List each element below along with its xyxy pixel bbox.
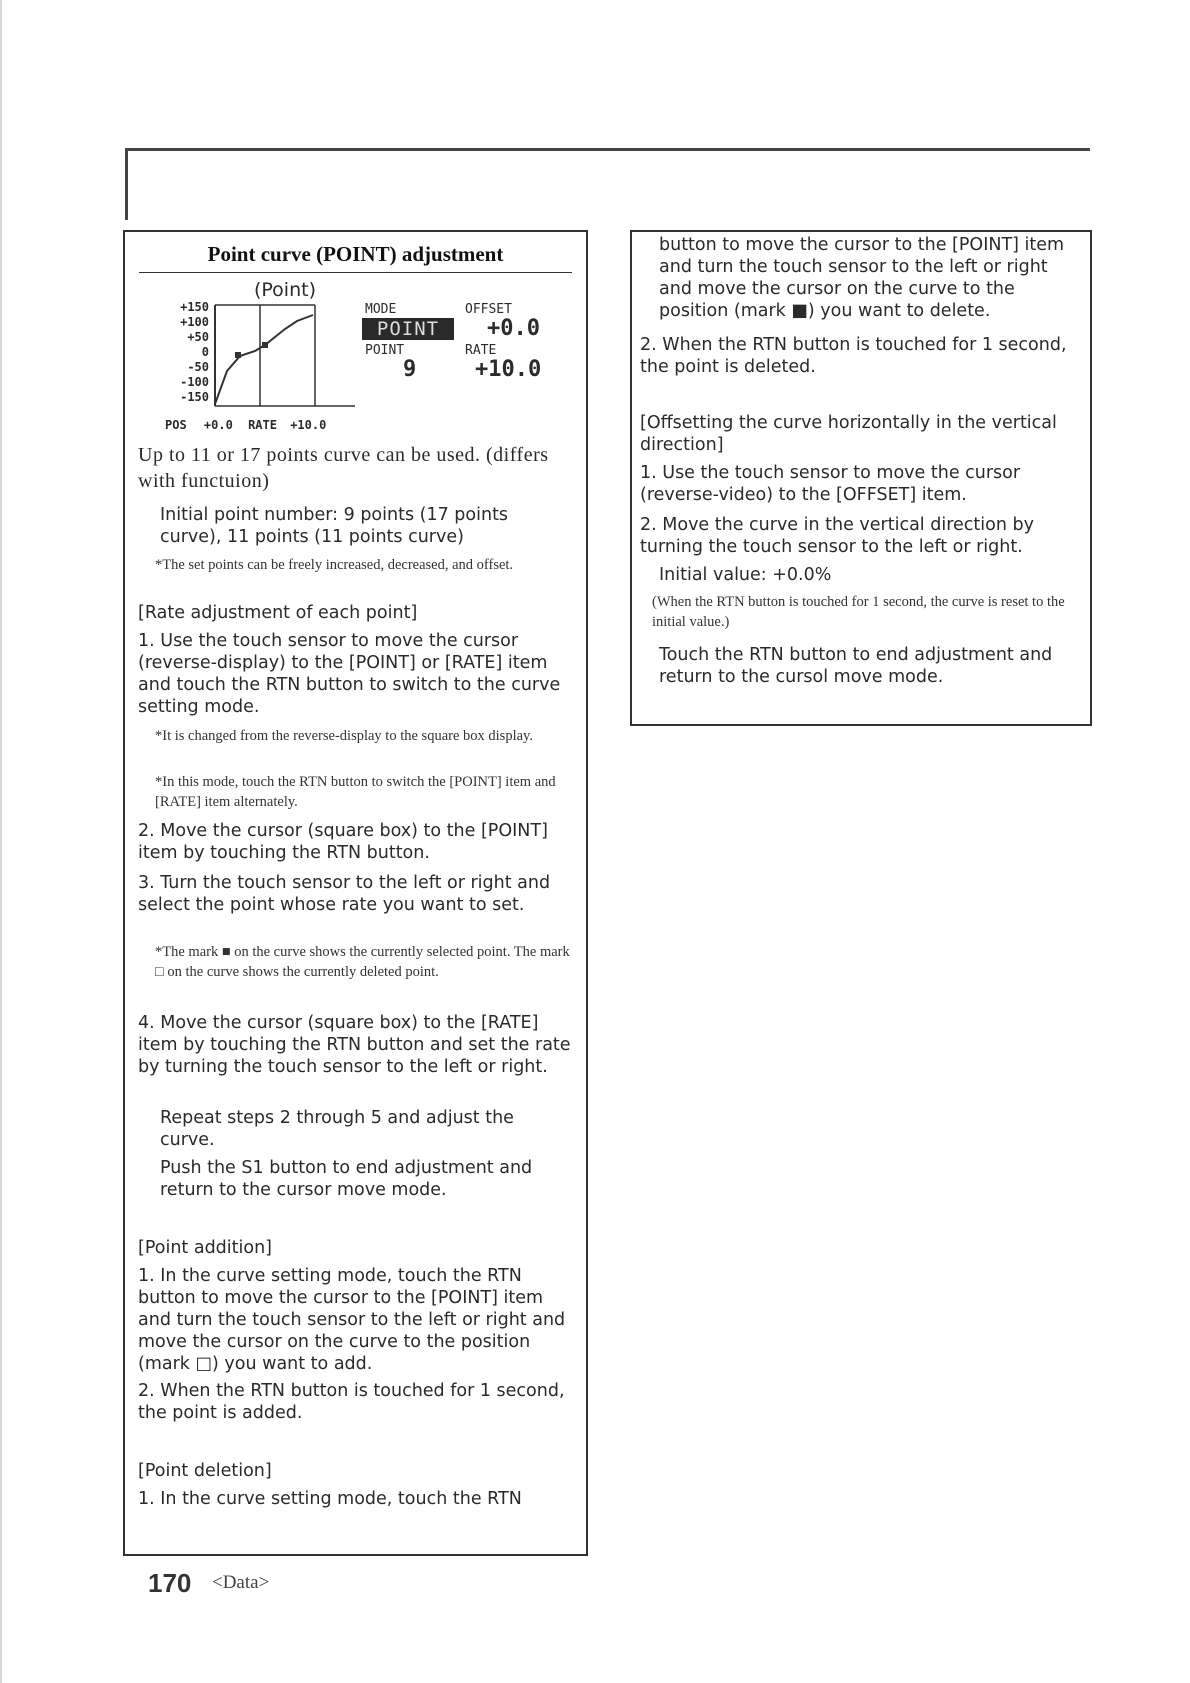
point-value: 9 <box>403 357 417 382</box>
rate-row-value: +10.0 <box>290 418 327 432</box>
delete-step-1-cont: button to move the cursor to the [POINT] item and turn the touch sensor to the left or right and move the cursor on the curve to the position (mark ■) you want to delete. <box>659 235 1065 321</box>
header-tick <box>125 148 128 220</box>
delete-step-1-start: 1. In the curve setting mode, touch the RTN <box>138 1489 522 1509</box>
initial-point-text: Initial point number: 9 points (17 points curve), 11 points (11 points curve) <box>160 505 509 547</box>
offset-step-1: 1. Use the touch sensor to move the cursor (reverse-video) to the [OFFSET] item. <box>640 463 1021 505</box>
rate-row-label: RATE <box>248 418 277 432</box>
add-step-1: 1. In the curve setting mode, touch the RTN button to move the cursor to the [POINT] item and turn the touch sensor to the left or right and move the cursor on the curve to the position (mark □) you want to add. <box>138 1266 566 1374</box>
mode-label: MODE <box>365 302 397 317</box>
curve-point-mark <box>235 352 241 358</box>
page-section: <Data> <box>212 1572 270 1593</box>
y-label-150: +150 <box>180 300 209 314</box>
y-label-minus-100: -100 <box>180 375 209 389</box>
rate-note-2: *In this mode, touch the RTN button to switch the [POINT] item and [RATE] item alternately. <box>155 774 556 810</box>
rate-value: +10.0 <box>475 357 542 382</box>
box-title: Point curve (POINT) adjustment <box>139 242 572 273</box>
delete-step-2: 2. When the RTN button is touched for 1 second, the point is deleted. <box>640 335 1067 377</box>
curve-line <box>215 315 313 404</box>
page-edge <box>0 0 2 1683</box>
page-number: 170 <box>148 1568 192 1598</box>
rate-step-3: 3. Turn the touch sensor to the left or right and select the point whose rate you want to set. <box>138 873 551 915</box>
rate-step-4: 4. Move the cursor (square box) to the [RATE] item by touching the RTN button and set the rate by turning the touch sensor to the left or right. <box>138 1013 571 1077</box>
mode-value: POINT <box>362 318 454 340</box>
y-label-minus-50: -50 <box>187 360 209 374</box>
offset-value: +0.0 <box>487 316 540 341</box>
rate-note-1: *It is changed from the reverse-display to the square box display. <box>155 728 533 744</box>
right-column-box <box>630 230 1092 726</box>
y-label-50: +50 <box>187 330 209 344</box>
rate-label: RATE <box>465 343 497 358</box>
pos-label: POS <box>165 418 187 432</box>
y-label-100: +100 <box>180 315 209 329</box>
rate-step-1: 1. Use the touch sensor to move the cursor (reverse-display) to the [POINT] or [RATE] item and touch the RTN button to switch to the curve setting mode. <box>138 631 561 717</box>
repeat-text: Repeat steps 2 through 5 and adjust the curve. <box>160 1108 514 1150</box>
y-label-0: 0 <box>201 345 209 359</box>
rate-note-3: *The mark ■ on the curve shows the currently selected point. The mark □ on the curve shows the currently deleted point. <box>155 944 570 980</box>
add-heading: [Point addition] <box>138 1238 272 1258</box>
header-rule <box>125 148 1090 151</box>
rate-step-2: 2. Move the cursor (square box) to the [POINT] item by touching the RTN button. <box>138 821 548 863</box>
offset-note: (When the RTN button is touched for 1 second, the curve is reset to the initial value.) <box>652 594 1065 630</box>
note-set-points: *The set points can be freely increased, decreased, and offset. <box>155 557 514 573</box>
rate-heading: [Rate adjustment of each point] <box>138 603 418 623</box>
delete-heading: [Point deletion] <box>138 1461 272 1481</box>
offset-label: OFFSET <box>465 302 512 317</box>
initial-value: Initial value: +0.0% <box>659 565 832 585</box>
lcd-screen <box>165 301 565 431</box>
touch-end-text: Touch the RTN button to end adjustment and return to the cursol move mode. <box>659 645 1053 687</box>
point-label: POINT <box>365 343 405 358</box>
left-column-box <box>123 230 588 1556</box>
lcd-caption: (Point) <box>253 279 316 301</box>
offset-heading: [Offsetting the curve horizontally in the vertical direction] <box>640 413 1057 455</box>
selected-point-mark <box>262 342 268 348</box>
push-s1-text: Push the S1 button to end adjustment and return to the cursor move mode. <box>160 1158 533 1200</box>
y-label-minus-150: -150 <box>180 390 209 404</box>
add-step-2: 2. When the RTN button is touched for 1 second, the point is added. <box>138 1381 565 1423</box>
pos-rate-row <box>165 418 326 432</box>
offset-step-2: 2. Move the curve in the vertical direction by turning the touch sensor to the left or right. <box>640 515 1034 557</box>
intro-text: Up to 11 or 17 points curve can be used. (differs with functuion) <box>138 444 549 492</box>
pos-value: +0.0 <box>203 418 233 432</box>
